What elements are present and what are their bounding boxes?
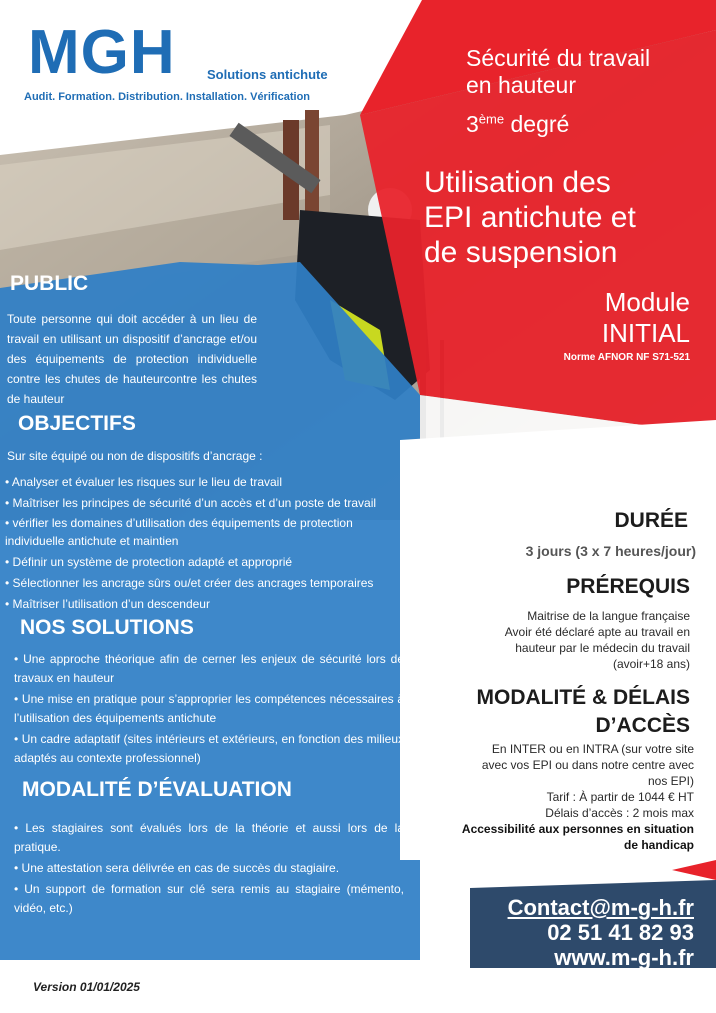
- price-line: Tarif : À partir de 1044 € HT: [546, 790, 694, 804]
- access-text: [419, 741, 694, 853]
- prerequisites-title: PRÉREQUIS: [566, 575, 690, 598]
- title-line-3: de suspension: [424, 236, 618, 269]
- list-item: • Maîtriser les principes de sécurité d’un accès et d’un poste de travail: [5, 493, 415, 514]
- accessibility-line-2: de handicap: [623, 838, 694, 852]
- header-degree: [466, 111, 569, 138]
- list-item: • Sélectionner les ancrage sûrs ou/et créer des ancrages temporaires: [5, 573, 415, 594]
- header-line1: Sécurité du travail: [466, 45, 651, 71]
- version-label: Version 01/01/2025: [33, 980, 140, 994]
- logo-services: Audit. Formation. Distribution. Installation. Vérification: [24, 91, 311, 103]
- list-item: • Un cadre adaptatif (sites intérieurs et extérieurs, en fonction des milieux adaptés au contexte professionnel): [14, 730, 404, 768]
- logo-tagline: Solutions antichute: [207, 67, 328, 82]
- list-item: • Maîtriser l’utilisation d’un descendeur: [5, 594, 415, 615]
- prerequisites-text: [440, 608, 690, 672]
- title-line-1: Utilisation des: [424, 166, 611, 199]
- contact-phone: 02 51 41 82 93: [547, 920, 694, 945]
- evaluation-title: MODALITÉ D’ÉVALUATION: [22, 778, 292, 801]
- norme-label: Norme AFNOR NF S71-521: [563, 352, 690, 363]
- list-item: • Les stagiaires sont évalués lors de la théorie et aussi lors de la pratique.: [14, 819, 404, 857]
- course-title: [424, 165, 636, 270]
- prerequisite-line: Maitrise de la langue française: [527, 609, 690, 623]
- access-line: avec vos EPI ou dans notre centre avec: [481, 758, 694, 772]
- logo-letters: MGH: [28, 18, 176, 87]
- accessibility-line-1: Accessibilité aux personnes en situation: [461, 822, 694, 836]
- access-line: nos EPI): [647, 774, 694, 788]
- contact-website-link[interactable]: www.m-g-h.fr: [554, 945, 694, 970]
- degree-word: degré: [510, 111, 570, 137]
- degree-superscript: ème: [478, 111, 505, 127]
- objectives-list: [5, 472, 415, 615]
- degree-number: 3: [466, 111, 479, 137]
- header-line2: en hauteur: [466, 72, 576, 98]
- evaluation-list: [14, 819, 404, 920]
- access-line: En INTER ou en INTRA (sur votre site: [491, 742, 694, 756]
- list-item: • Définir un système de protection adapté et approprié: [5, 552, 415, 573]
- access-title-line-2: D’ACCÈS: [595, 714, 690, 737]
- prerequisite-line: hauteur par le médecin du travail: [515, 641, 690, 655]
- objectives-title: OBJECTIFS: [18, 412, 136, 435]
- access-title-line-1: MODALITÉ & DÉLAIS: [476, 686, 690, 709]
- prerequisite-line: (avoir+18 ans): [612, 657, 690, 671]
- contact-email-link[interactable]: Contact@m-g-h.fr: [507, 895, 694, 920]
- title-line-2: EPI antichute et: [424, 201, 636, 234]
- public-title: PUBLIC: [10, 272, 89, 295]
- public-text: Toute personne qui doit accéder à un lieu de travail en utilisant un dispositif d’ancrage et/ou des équipements de protection individuelle contre les chutes de hauteurcontre les chutes de hauteur: [7, 312, 257, 406]
- module-word: Module: [604, 287, 690, 317]
- list-item: • Une approche théorique afin de cerner les enjeux de sécurité lors de travaux en hauteur: [14, 650, 404, 688]
- solutions-title: NOS SOLUTIONS: [20, 616, 194, 639]
- module-level: INITIAL: [601, 318, 690, 348]
- prerequisite-line: Avoir été déclaré apte au travail en: [504, 625, 690, 639]
- duration-value: 3 jours (3 x 7 heures/jour): [525, 543, 696, 559]
- solutions-list: [14, 650, 404, 770]
- objectives-intro: Sur site équipé ou non de dispositifs d’ancrage :: [7, 449, 263, 463]
- header-subject: [466, 45, 650, 99]
- list-item: • Analyser et évaluer les risques sur le lieu de travail: [5, 472, 415, 493]
- list-item: • Une attestation sera délivrée en cas de succès du stagiaire.: [14, 859, 404, 878]
- duration-title: DURÉE: [614, 509, 688, 532]
- contact-info: [508, 895, 694, 970]
- list-item: • vérifier les domaines d’utilisation des équipements de protection individuelle antichute et maintien: [5, 514, 415, 550]
- module-label: [602, 287, 690, 349]
- list-item: • Un support de formation sur clé sera remis au stagiaire (mémento, vidéo, etc.): [14, 880, 404, 918]
- delay-line: Délais d’accès : 2 mois max: [545, 806, 694, 820]
- access-title: [477, 684, 691, 740]
- list-item: • Une mise en pratique pour s’approprier les compétences nécessaires à l’utilisation des équipements antichute: [14, 690, 404, 728]
